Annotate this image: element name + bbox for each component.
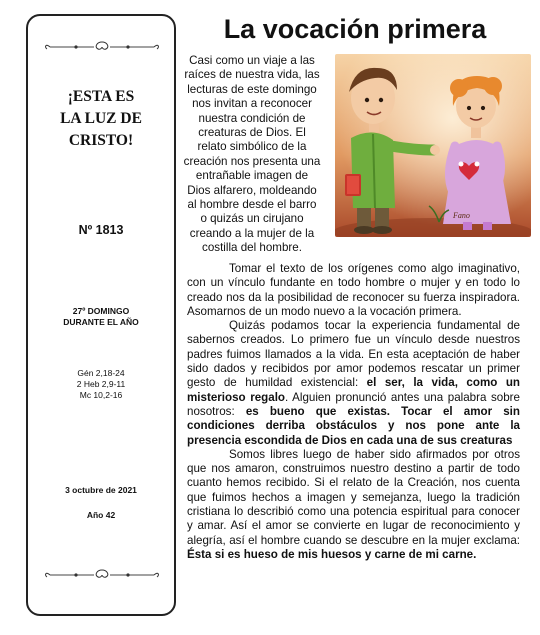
- intro-line: costilla del hombre.: [202, 241, 302, 255]
- paragraph-emphasis: es bueno que existas. Tocar el amor sin condiciones derriba obstáculos y nos pone ante la presencia escondida de Dios en cada una de sus creaturas: [187, 404, 520, 447]
- reading-item: Mc 10,2-16: [79, 390, 123, 400]
- motto-line: LA LUZ DE: [60, 110, 142, 127]
- intro-line: Casi como un viaje a las: [189, 54, 315, 67]
- ornament-divider-bottom: [42, 568, 162, 582]
- intro-line: lecturas de este domingo: [187, 82, 317, 96]
- intro-line: relato simbólico de la: [197, 140, 307, 154]
- article-title: La vocación primera: [223, 14, 487, 44]
- liturgical-sunday: [28, 306, 174, 328]
- intro-line: o quizás un cirujano: [200, 212, 304, 226]
- intro-line: nuestra condición de: [198, 111, 306, 125]
- intro-line: raíces de nuestra vida, las: [184, 68, 320, 82]
- ornament-divider-top: [42, 40, 162, 54]
- intro-line: al hombre desde el barro: [187, 198, 317, 212]
- illustration-signature: Fano: [453, 211, 470, 220]
- readings-list: [28, 368, 174, 401]
- issue-year: Año 42: [86, 510, 116, 520]
- sunday-line: 27º DOMINGO: [72, 306, 130, 316]
- intro-line: creaturas de Dios. El: [198, 126, 306, 140]
- paragraph-emphasis: el ser, la vida, como un misterioso regalo: [187, 376, 521, 404]
- issue-number: Nº 1813: [78, 223, 124, 237]
- reading-item: Gén 2,18-24: [77, 368, 125, 378]
- intro-line: nos invitan a reconocer: [192, 97, 312, 111]
- illustration-man-woman: [335, 54, 531, 237]
- sidebar-panel: [26, 14, 176, 616]
- paragraph-text: Somos libres luego de haber sido afirmados por otros que nos amaron, construimos nuestro destino a partir de todo cuanto hemos recibido. Si el relato de la Creación, nos cuenta que fuimos hechos a imagen y semejanza, luego la tradición cristiana lo describió como una potencia espiritual para conocer y amar. Así el amor se convierte en lugar de reconocimiento y alegría, así el hombre cuando se descubre en la mujer exclama:: [187, 447, 520, 547]
- intro-text: [173, 54, 331, 256]
- article-body: [187, 262, 520, 562]
- motto-line: CRISTO!: [68, 132, 134, 149]
- reading-item: 2 Heb 2,9-11: [76, 379, 126, 389]
- intro-line: entrañable imagen de: [195, 169, 309, 183]
- sunday-line: DURANTE EL AÑO: [63, 317, 139, 327]
- issue-date: 3 octubre de 2021: [65, 485, 137, 495]
- intro-line: Dios alfarero, moldeando: [187, 183, 317, 197]
- body-paragraph: [187, 319, 520, 448]
- motto-heading: [28, 86, 174, 152]
- body-paragraph: Tomar el texto de los orígenes como algo imaginativo, con un vínculo fundante en todo hombre o mujer y en todo lo creado nos da la posibilidad de reconocer su fuerza inspiradora. Asomarnos de un modo nuevo a la vocación primera.: [187, 262, 520, 318]
- motto-line: ¡ESTA ES: [67, 88, 135, 105]
- paragraph-text: . Alguien pronunció antes una palabra sobre nosotros:: [187, 390, 520, 418]
- paragraph-text: Quizás podamos tocar la experiencia fundamental de sabernos creados. Lo primero fue un vínculo desde nuestros padres fuimos llamados a la vida. En esta aceptación de haber sido dados y recibidos por amor podemos rescatar un primer gesto de humildad existencial:: [187, 319, 520, 390]
- paragraph-emphasis: Ésta si es hueso de mis huesos y carne de mi carne.: [187, 547, 477, 561]
- body-paragraph: [187, 448, 520, 562]
- intro-line: creando a la mujer de la: [189, 226, 315, 240]
- intro-line: creación nos presenta una: [183, 154, 321, 168]
